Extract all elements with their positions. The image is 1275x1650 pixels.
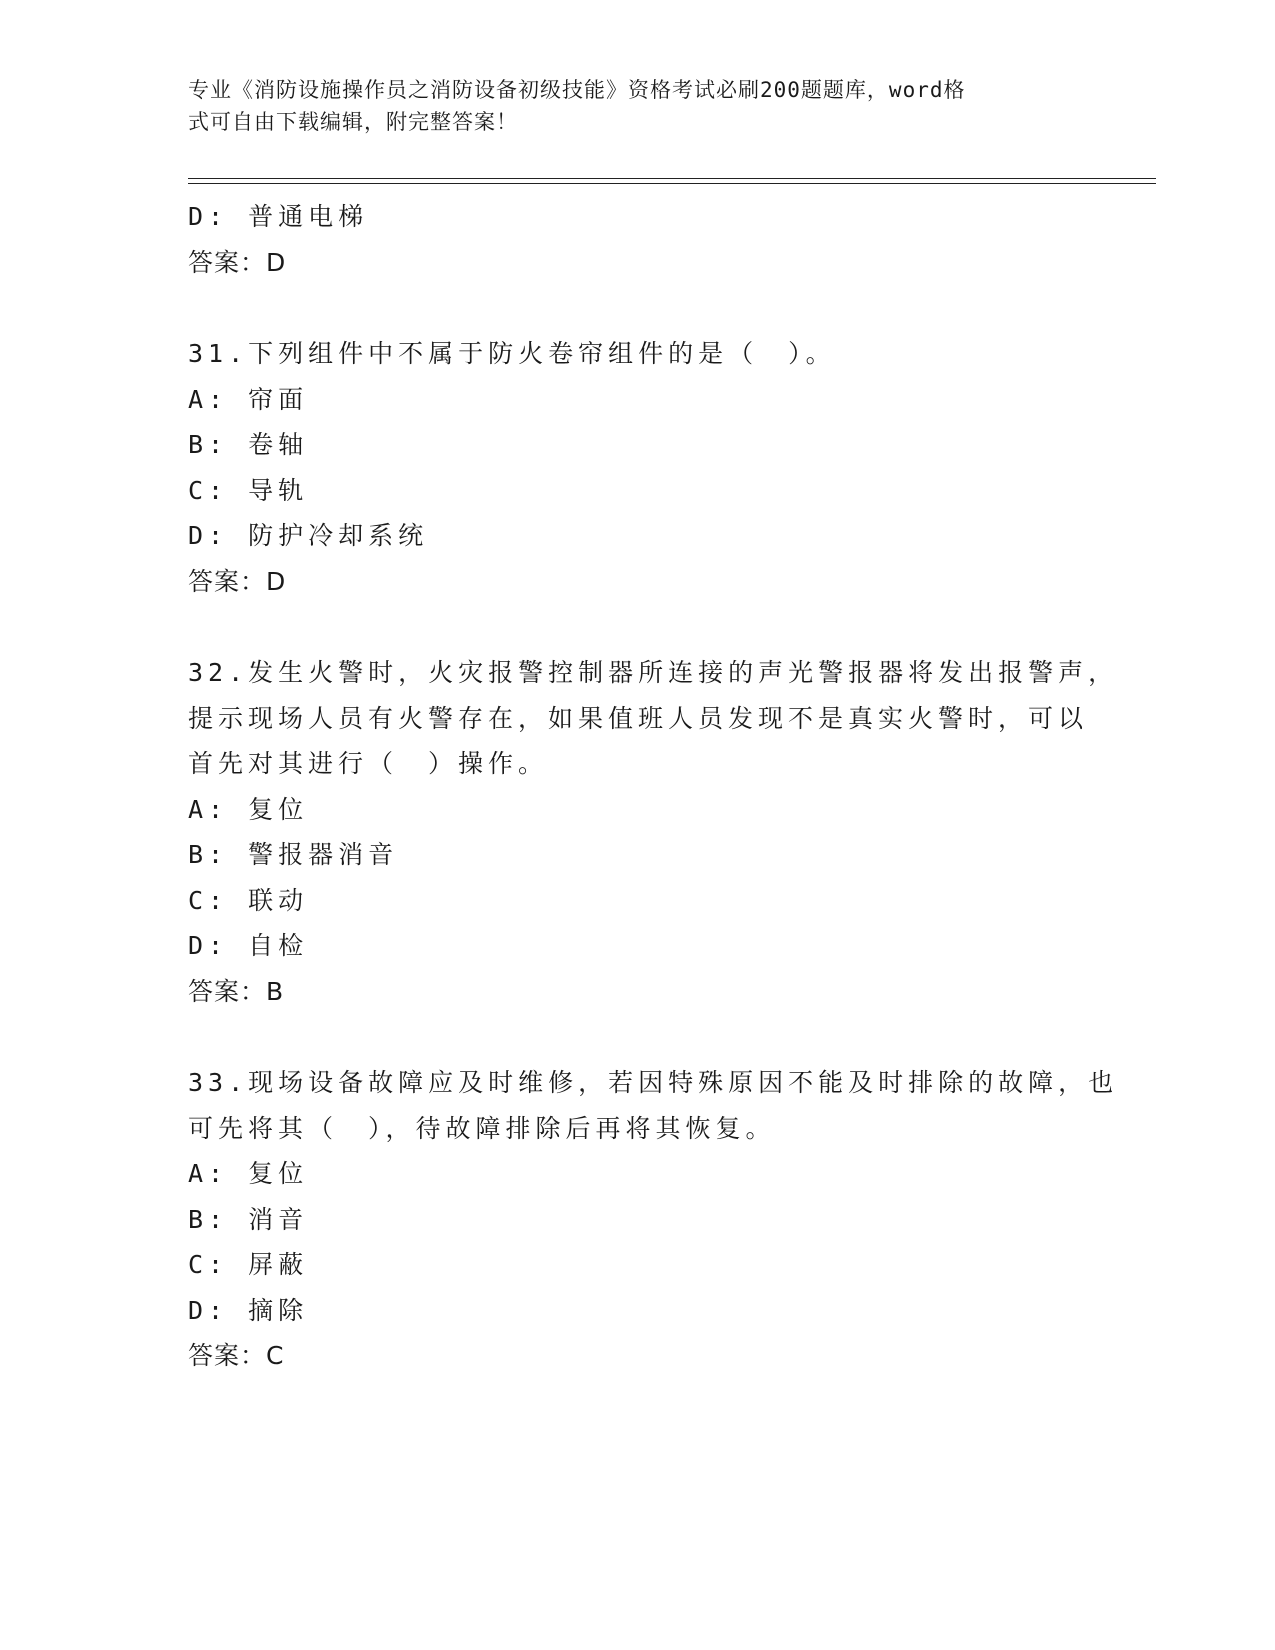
option-a: A: 帘面	[188, 384, 309, 414]
question-33	[188, 1060, 1119, 1379]
spacer	[188, 285, 1088, 331]
option-a: A: 复位	[188, 1159, 309, 1188]
option-d: D: 普通电梯	[188, 202, 369, 231]
option-b: B: 消音	[188, 1204, 309, 1234]
header-divider-bottom	[188, 183, 1156, 184]
question-stem-line-2: 提示现场人员有火警存在，如果值班人员发现不是真实火警时，可以	[188, 703, 1089, 733]
question-stem-line-3: 首先对其进行（ ）操作。	[188, 749, 549, 778]
answer-line: 答案：D	[188, 247, 287, 277]
spacer	[188, 604, 1088, 650]
question-30-tail	[188, 194, 1088, 285]
question-list	[188, 194, 1119, 1379]
answer-line: 答案：D	[188, 566, 287, 596]
question-stem-line-1: 32.发生火警时，火灾报警控制器所连接的声光警报器将发出报警声，	[188, 658, 1119, 687]
option-b: B: 警报器消音	[188, 840, 399, 869]
option-c: C: 导轨	[188, 475, 309, 505]
option-b: B: 卷轴	[188, 430, 309, 459]
option-c: C: 联动	[188, 885, 309, 915]
option-d: D: 防护冷却系统	[188, 521, 429, 550]
option-d: D: 自检	[188, 931, 309, 960]
question-stem-line-2: 可先将其（ ），待故障排除后再将其恢复。	[188, 1113, 776, 1143]
question-32	[188, 650, 1119, 1014]
header-line-2: 式可自由下载编辑，附完整答案！	[188, 110, 518, 134]
option-d: D: 摘除	[188, 1295, 309, 1325]
option-c: C: 屏蔽	[188, 1250, 309, 1279]
document-header	[188, 74, 1068, 138]
question-stem: 31.下列组件中不属于防火卷帘组件的是（ ）。	[188, 339, 836, 368]
spacer	[188, 1014, 1088, 1060]
header-line-1: 专业《消防设施操作员之消防设备初级技能》资格考试必刷200题题库，word格	[188, 78, 966, 102]
question-31	[188, 331, 1088, 604]
header-divider-top	[188, 178, 1156, 179]
answer-line: 答案：C	[188, 1341, 285, 1370]
question-stem-line-1: 33.现场设备故障应及时维修，若因特殊原因不能及时排除的故障，也	[188, 1068, 1119, 1097]
option-a: A: 复位	[188, 794, 309, 824]
answer-line: 答案：B	[188, 976, 285, 1006]
